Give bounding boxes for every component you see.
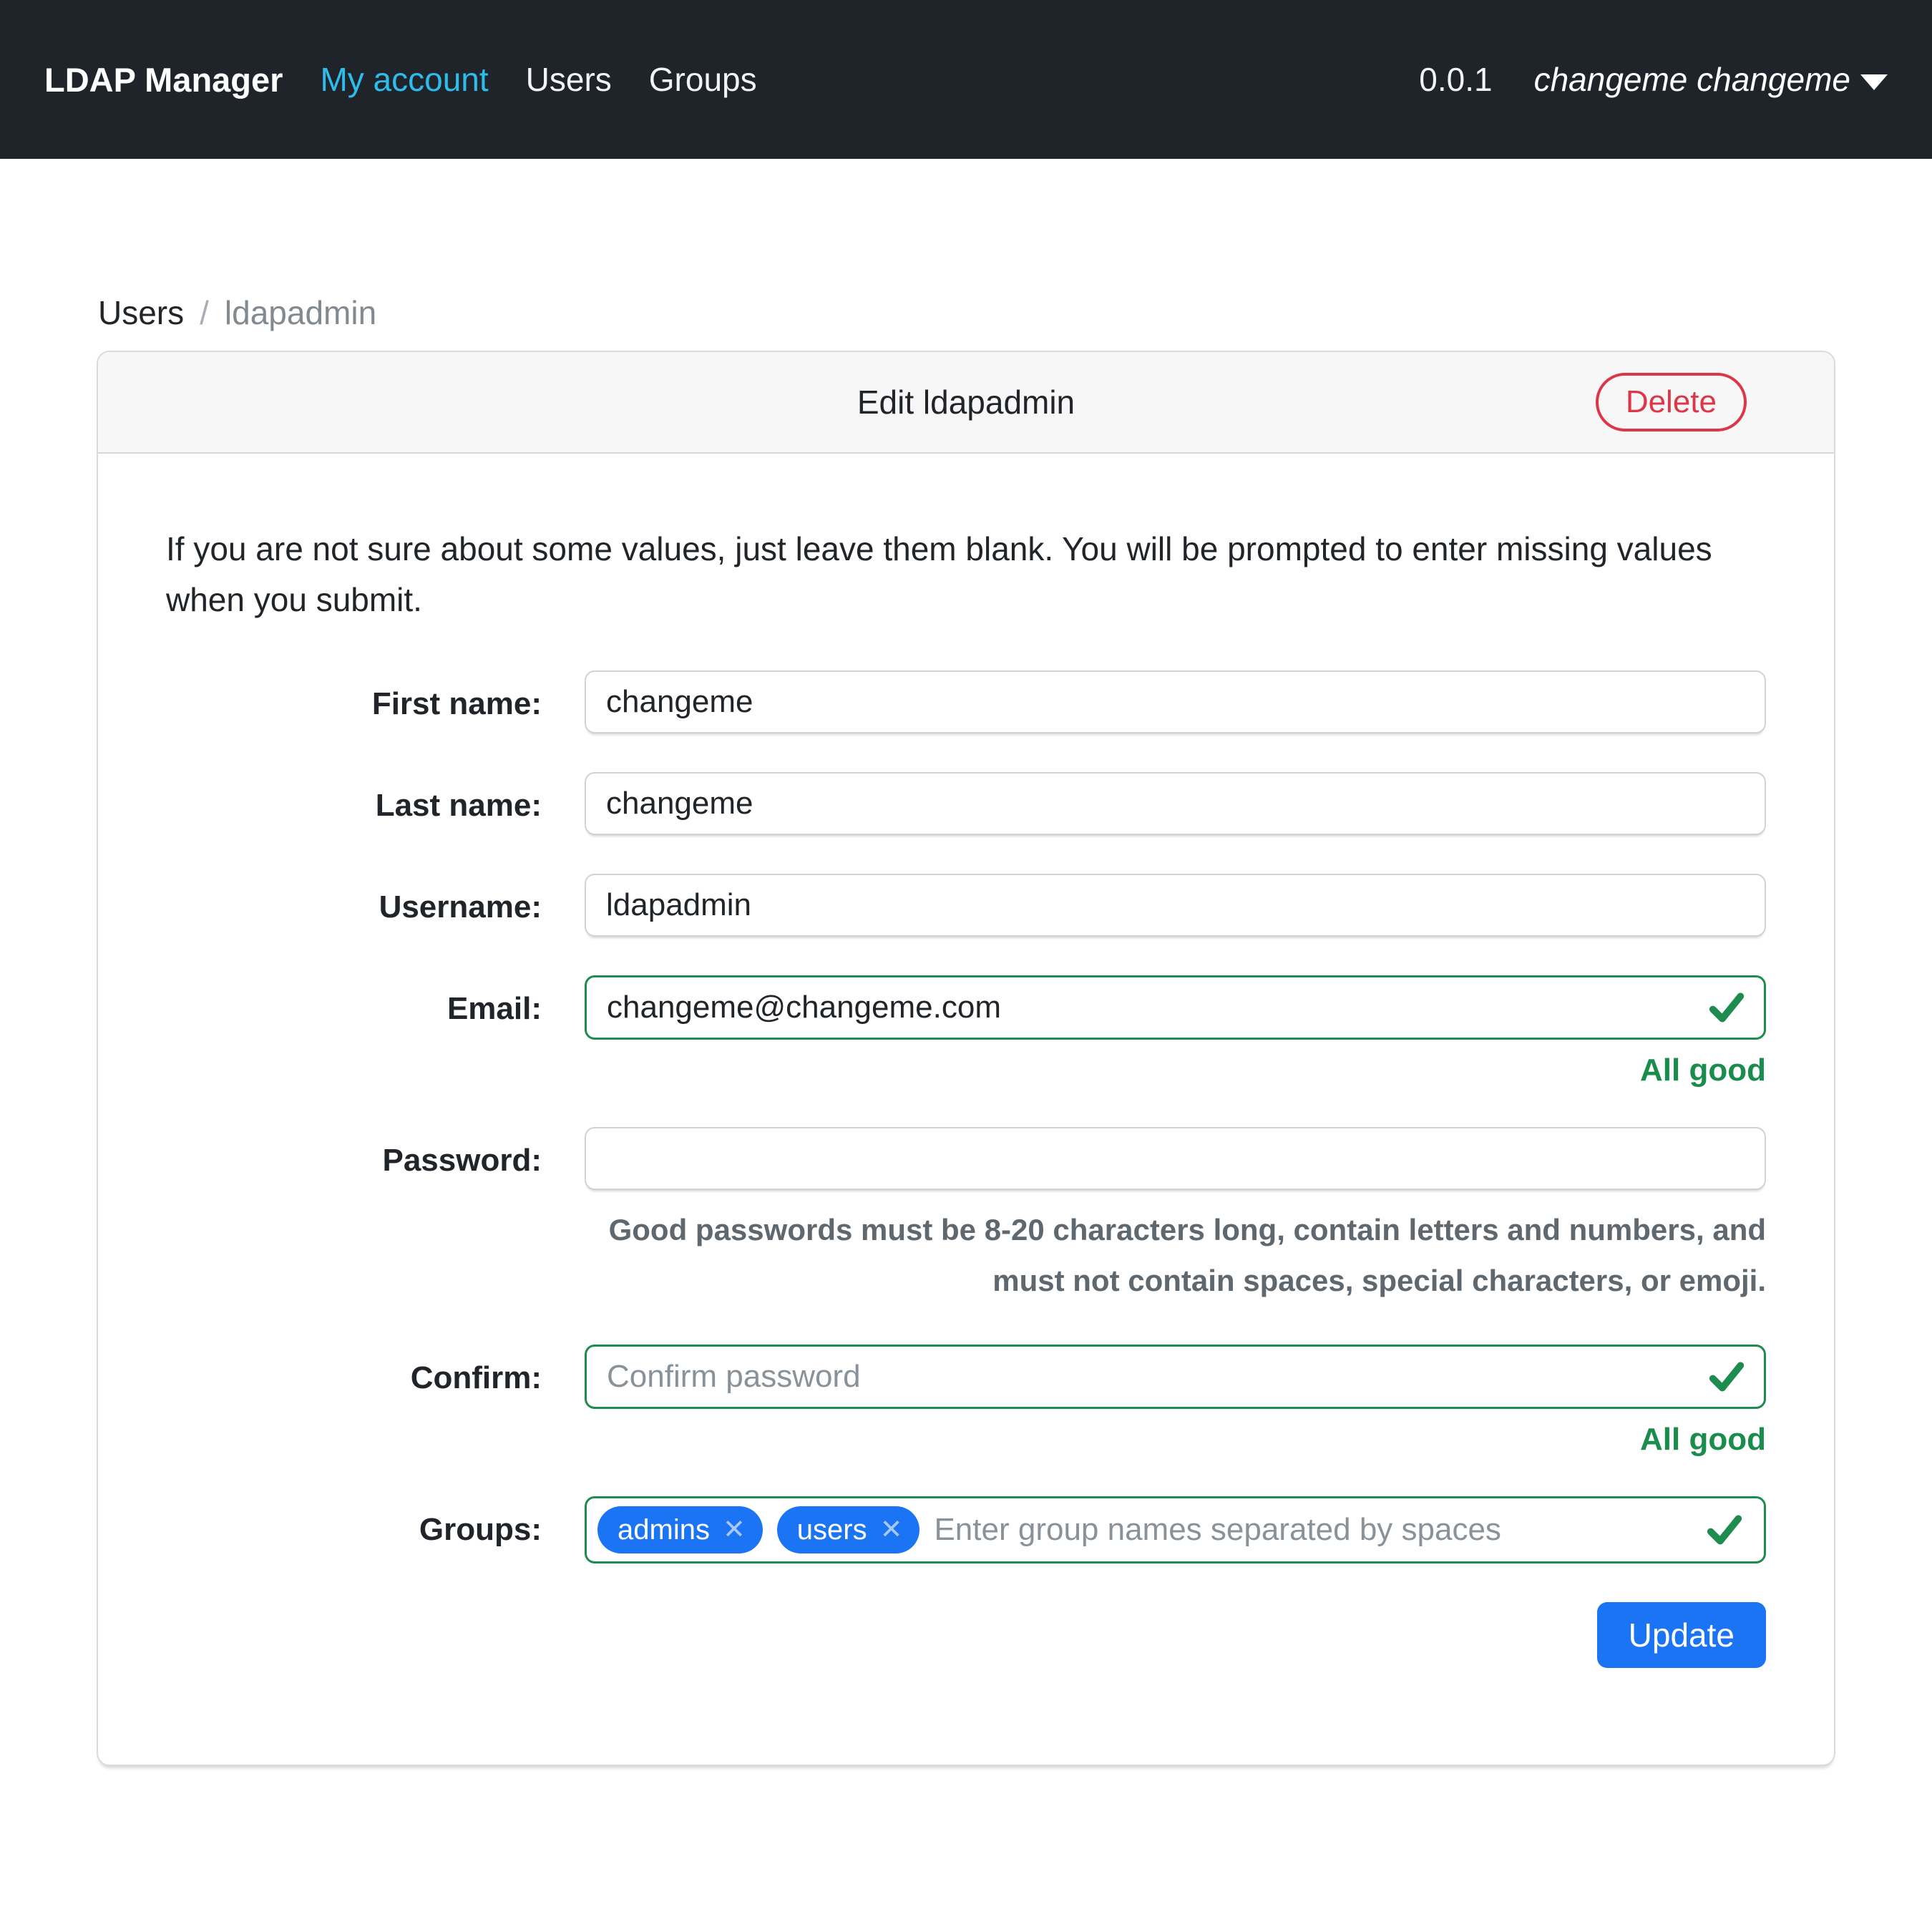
username-input[interactable] xyxy=(585,874,1766,937)
card-header xyxy=(98,352,1834,454)
password-input[interactable] xyxy=(585,1127,1766,1190)
page-content xyxy=(0,293,1932,1766)
app-brand[interactable]: LDAP Manager xyxy=(44,60,283,99)
confirm-status-text: All good xyxy=(1640,1422,1766,1458)
remove-tag-icon[interactable]: ✕ xyxy=(722,1515,746,1546)
first-name-label: First name: xyxy=(371,686,542,721)
form-row-last-name xyxy=(166,772,1766,835)
group-tag-admins xyxy=(597,1506,763,1553)
nav-item-my-account[interactable]: My account xyxy=(320,61,489,98)
user-menu-label: changeme changeme xyxy=(1533,61,1850,98)
confirm-password-input[interactable] xyxy=(585,1345,1766,1409)
nav-item-users[interactable]: Users xyxy=(525,61,612,98)
form-row-groups xyxy=(166,1496,1766,1563)
last-name-label: Last name: xyxy=(375,787,542,823)
last-name-input[interactable] xyxy=(585,772,1766,835)
groups-label: Groups: xyxy=(419,1512,542,1548)
intro-text: If you are not sure about some values, just leave them blank. You will be prompted to enter missing values when you submit. xyxy=(166,530,1712,619)
app-version: 0.0.1 xyxy=(1419,61,1493,98)
form-row-first-name xyxy=(166,670,1766,733)
form-row-password xyxy=(166,1127,1766,1307)
card-title: Edit ldapadmin xyxy=(857,384,1075,421)
edit-user-card xyxy=(97,351,1835,1766)
confirm-label: Confirm: xyxy=(410,1360,542,1396)
form-row-username xyxy=(166,874,1766,937)
caret-down-icon xyxy=(1860,74,1888,90)
first-name-input[interactable] xyxy=(585,670,1766,733)
breadcrumb-users-link[interactable]: Users xyxy=(98,294,185,331)
group-tag-label: users xyxy=(796,1513,867,1546)
group-tag-users xyxy=(777,1506,920,1553)
username-label: Username: xyxy=(379,889,542,924)
password-help-text: Good passwords must be 8-20 characters long, contain letters and numbers, and must not contain spaces, special characters, or emoji. xyxy=(608,1212,1766,1297)
groups-tag-input[interactable] xyxy=(585,1496,1766,1563)
update-button[interactable]: Update xyxy=(1597,1602,1766,1668)
user-menu[interactable] xyxy=(1534,60,1888,99)
top-navbar xyxy=(0,0,1932,159)
group-tag-label: admins xyxy=(618,1513,710,1546)
email-label: Email: xyxy=(447,990,542,1026)
form-row-confirm xyxy=(166,1345,1766,1458)
breadcrumb-current: ldapadmin xyxy=(224,294,377,331)
groups-placeholder: Enter group names separated by spaces xyxy=(934,1512,1501,1548)
email-status-text: All good xyxy=(1640,1052,1766,1088)
password-label: Password: xyxy=(382,1142,542,1178)
card-body xyxy=(98,454,1834,1765)
nav-links xyxy=(283,60,756,99)
breadcrumb xyxy=(98,293,1835,332)
email-input[interactable] xyxy=(585,975,1766,1040)
form-row-email xyxy=(166,975,1766,1088)
valid-check-icon xyxy=(1704,1509,1745,1551)
remove-tag-icon[interactable]: ✕ xyxy=(879,1515,903,1546)
update-row xyxy=(166,1602,1766,1668)
nav-item-groups[interactable]: Groups xyxy=(648,61,757,98)
breadcrumb-separator: / xyxy=(200,294,209,331)
delete-button[interactable]: Delete xyxy=(1596,373,1747,431)
